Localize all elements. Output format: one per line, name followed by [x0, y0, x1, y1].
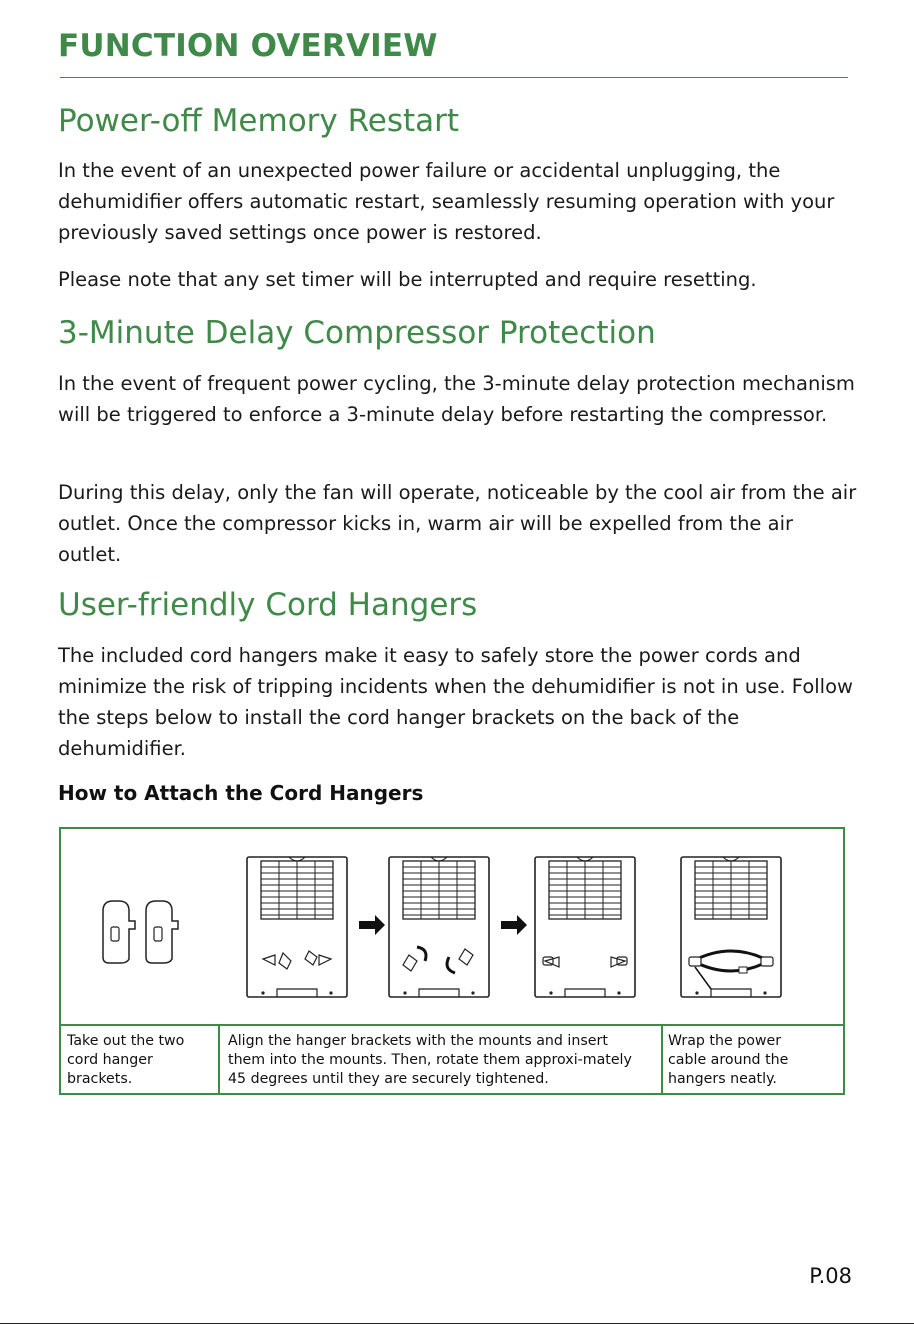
caption-divider [218, 1024, 220, 1095]
paragraph-compressor-2: During this delay, only the fan will operate, noticeable by the cool air from the air outlet. Once the compressor kicks in, warm air will be expelled from the air outlet. [58, 481, 857, 566]
howto-title: How to Attach the Cord Hangers [58, 781, 424, 805]
section-heading-cord-hangers: User-friendly Cord Hangers [58, 587, 478, 623]
steps-divider [61, 1024, 843, 1026]
cord-hanger-brackets-icon [103, 901, 178, 963]
page-title: FUNCTION OVERVIEW [58, 28, 438, 64]
dehumidifier-back-align-icon [247, 857, 347, 997]
caption-divider [661, 1024, 663, 1095]
step-3-caption: Wrap the power cable around the hangers neatly. [668, 1033, 789, 1087]
paragraph-compressor-1: In the event of frequent power cycling, the 3-minute delay protection mechanism will be triggered to enforce a 3-minute delay before restarting the compressor. [58, 372, 855, 426]
installation-steps-figure [59, 827, 845, 1095]
dehumidifier-cable-wrapped-icon [681, 857, 781, 997]
paragraph-power-off-2: Please note that any set timer will be interrupted and require resetting. [58, 268, 757, 291]
arrow-right-icon [501, 915, 527, 935]
section-heading-power-off-memory: Power-off Memory Restart [58, 103, 460, 139]
dehumidifier-back-rotate-icon [389, 857, 489, 997]
paragraph-power-off-1: In the event of an unexpected power failure or accidental unplugging, the dehumidifier offers automatic restart, seamlessly resuming operation with your previously saved settings once power is restored. [58, 159, 835, 244]
page-number: P.08 [809, 1264, 852, 1288]
dehumidifier-back-secured-icon [535, 857, 635, 997]
step-1-caption: Take out the two cord hanger brackets. [67, 1033, 185, 1087]
paragraph-cord-hangers: The included cord hangers make it easy to safely store the power cords and minimize the risk of tripping incidents when the dehumidifier is not in use. Follow the steps below to install the cord hanger brackets on the back of the dehumidifier. [58, 644, 853, 760]
section-heading-compressor-delay: 3-Minute Delay Compressor Protection [58, 315, 656, 351]
steps-illustration [61, 829, 843, 1024]
arrow-right-icon [359, 915, 385, 935]
step-2-caption: Align the hanger brackets with the mounts and insert them into the mounts. Then, rotate them approxi-mately 45 degrees until they are securely tightened. [228, 1033, 632, 1087]
title-underline [60, 77, 848, 78]
